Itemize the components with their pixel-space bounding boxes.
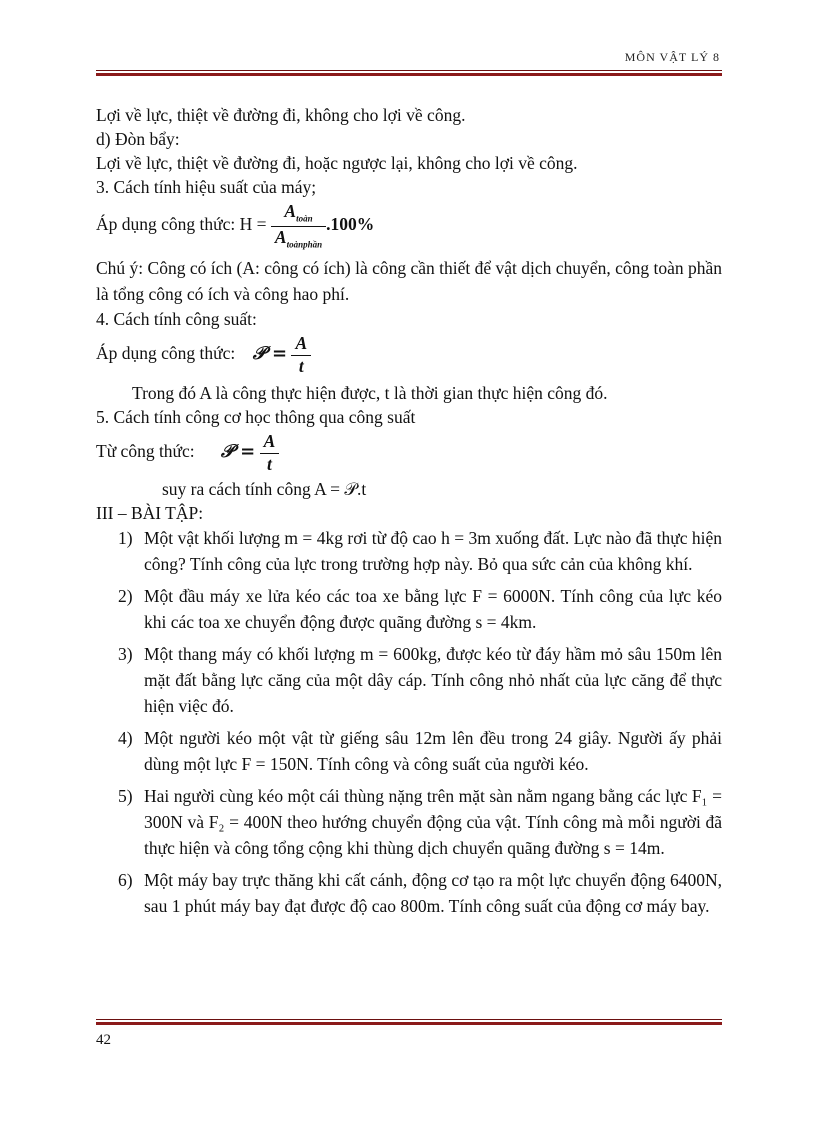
- work-heading: 5. Cách tính công cơ học thông qua công suất: [96, 407, 416, 427]
- power-heading: 4. Cách tính công suất:: [96, 309, 257, 329]
- work-derive: suy ra cách tính công A = 𝒫.t: [162, 479, 367, 499]
- note-text: Chú ý: Công có ích (A: công có ích) là công cần thiết để vật dịch chuyển, công toàn phần là tổng công có ích và công hao phí.: [96, 258, 722, 304]
- work-symbol: 𝒫 =: [220, 441, 256, 463]
- efficiency-formula: [96, 203, 722, 249]
- footer-rule: [96, 1019, 722, 1025]
- exercise-item: 4) Một người kéo một vật từ giếng sâu 12m lên đều trong 24 giây. Người ấy phải dùng một lực F = 150N. Tính công và công suất của người kéo.: [118, 728, 722, 774]
- power-fraction: $\frac{A}{t}$: [291, 335, 311, 375]
- power-explain: Trong đó A là công thực hiện được, t là thời gian thực hiện công đó.: [132, 383, 608, 403]
- exercise-item: 1) Một vật khối lượng m = 4kg rơi từ độ cao h = 3m xuống đất. Lực nào đã thực hiện công? Tính công của lực trong trường hợp này. Bỏ qua sức cản của không khí.: [118, 528, 722, 574]
- page-number: 42: [96, 1032, 111, 1048]
- efficiency-fraction: $\frac{A_{toàn}}{A_{toànphần}}$: [271, 203, 326, 249]
- exercise-item: 3) Một thang máy có khối lượng m = 600kg, được kéo từ đáy hầm mỏ sâu 150m lên mặt đất bằng lực căng của một dây cáp. Tính công nhỏ nhất của lực căng để thực hiện việc đó.: [118, 644, 722, 716]
- pulley-text: Lợi về lực, thiệt về đường đi, không cho lợi về công.: [96, 105, 466, 125]
- header-rule: [96, 70, 722, 76]
- work-formula-label: Từ công thức:: [96, 441, 195, 462]
- header-title: MÔN VẬT LÝ 8: [624, 50, 720, 64]
- power-symbol: 𝒫 =: [252, 343, 288, 365]
- exercises-heading: III – BÀI TẬP:: [96, 503, 204, 523]
- work-fraction: $\frac{A}{t}$: [260, 433, 280, 473]
- exercise-list: [96, 525, 722, 919]
- power-formula-label: Áp dụng công thức:: [96, 343, 236, 364]
- page-content: [96, 103, 722, 925]
- efficiency-formula-label: Áp dụng công thức: H =: [96, 214, 267, 235]
- exercise-item: 5) Hai người cùng kéo một cái thùng nặng trên mặt sàn nằm ngang bằng các lực F₁ = 300N và F₂ = 400N theo hướng chuyển động của vật. Tính công mà mỗi người đã thực hiện và công tổng cộng khi thùng dịch chuyển quãng đường s = 14m.: [118, 786, 722, 858]
- efficiency-heading: 3. Cách tính hiệu suất của máy;: [96, 177, 317, 197]
- work-formula: [96, 433, 722, 473]
- exercise-item: 2) Một đầu máy xe lửa kéo các toa xe bằng lực F = 6000N. Tính công của lực kéo khi các toa xe chuyển động được quãng đường s = 4km.: [118, 586, 722, 632]
- lever-heading: d) Đòn bẩy:: [96, 129, 180, 149]
- power-formula: [96, 335, 722, 375]
- exercise-item: 6) Một máy bay trực thăng khi cất cánh, động cơ tạo ra một lực chuyển động 6400N, sau 1 phút máy bay đạt được độ cao 800m. Tính công suất của động cơ máy bay.: [118, 870, 722, 916]
- efficiency-mult: .100%: [326, 214, 375, 235]
- lever-text: Lợi về lực, thiệt về đường đi, hoặc ngược lại, không cho lợi về công.: [96, 153, 578, 173]
